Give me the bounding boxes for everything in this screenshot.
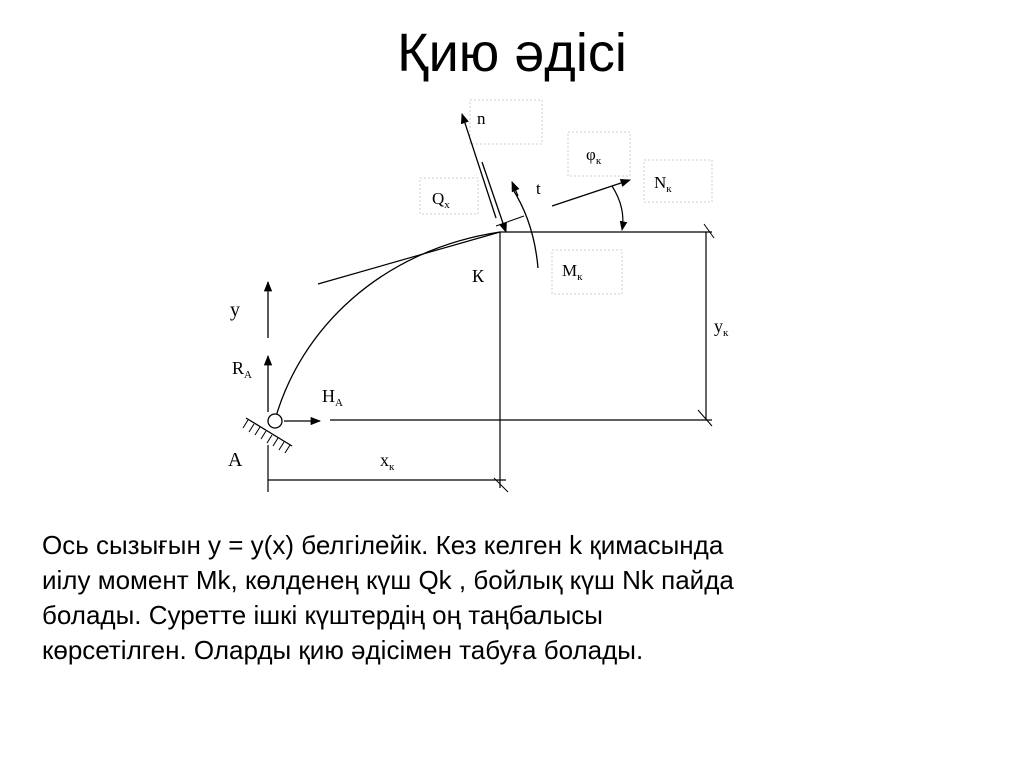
- slide-title: Қию әдісі: [397, 23, 627, 83]
- label-axial-n: $N_к$: [654, 173, 672, 195]
- label-phi: $\varphi_к$: [586, 145, 602, 167]
- label-moment: $M_к$: [562, 261, 583, 283]
- label-yk: $y_к$: [714, 316, 729, 339]
- tangent-t-arrow: [496, 216, 524, 226]
- label-ha: $H_A$: [322, 386, 343, 409]
- label-xk: $x_к$: [380, 450, 395, 473]
- shear-q-arrow: [482, 162, 506, 232]
- description-paragraph: [42, 528, 982, 668]
- label-q: $Q_x$: [432, 189, 450, 211]
- label-t: t: [536, 179, 541, 198]
- label-k: К: [472, 266, 485, 286]
- paragraph-line-1: Ось сызығын y = y(x) белгілейік. Кез келген k қимасында: [42, 530, 724, 560]
- moment-arc: [512, 188, 538, 268]
- label-ra: $R_A$: [232, 358, 252, 381]
- beam-axis-curve: [275, 232, 500, 420]
- label-a: A: [228, 449, 243, 471]
- normal-n-arrow: [462, 114, 496, 218]
- label-n: n: [477, 109, 486, 128]
- label-y: y: [230, 299, 240, 321]
- axial-n-arrow: [552, 180, 630, 206]
- paragraph-line-3: болады. Суретте ішкі күштердің оң таңбалысы: [42, 600, 603, 630]
- paragraph-line-2: иілу момент Mk, көлденең күш Qk , бойлық күш Nk пайда: [42, 565, 734, 595]
- phi-angle-arc: [612, 186, 623, 230]
- paragraph-line-4: көрсетілген. Оларды қию әдісімен табуға болады.: [42, 635, 644, 665]
- tick-right-bottom: [698, 410, 712, 426]
